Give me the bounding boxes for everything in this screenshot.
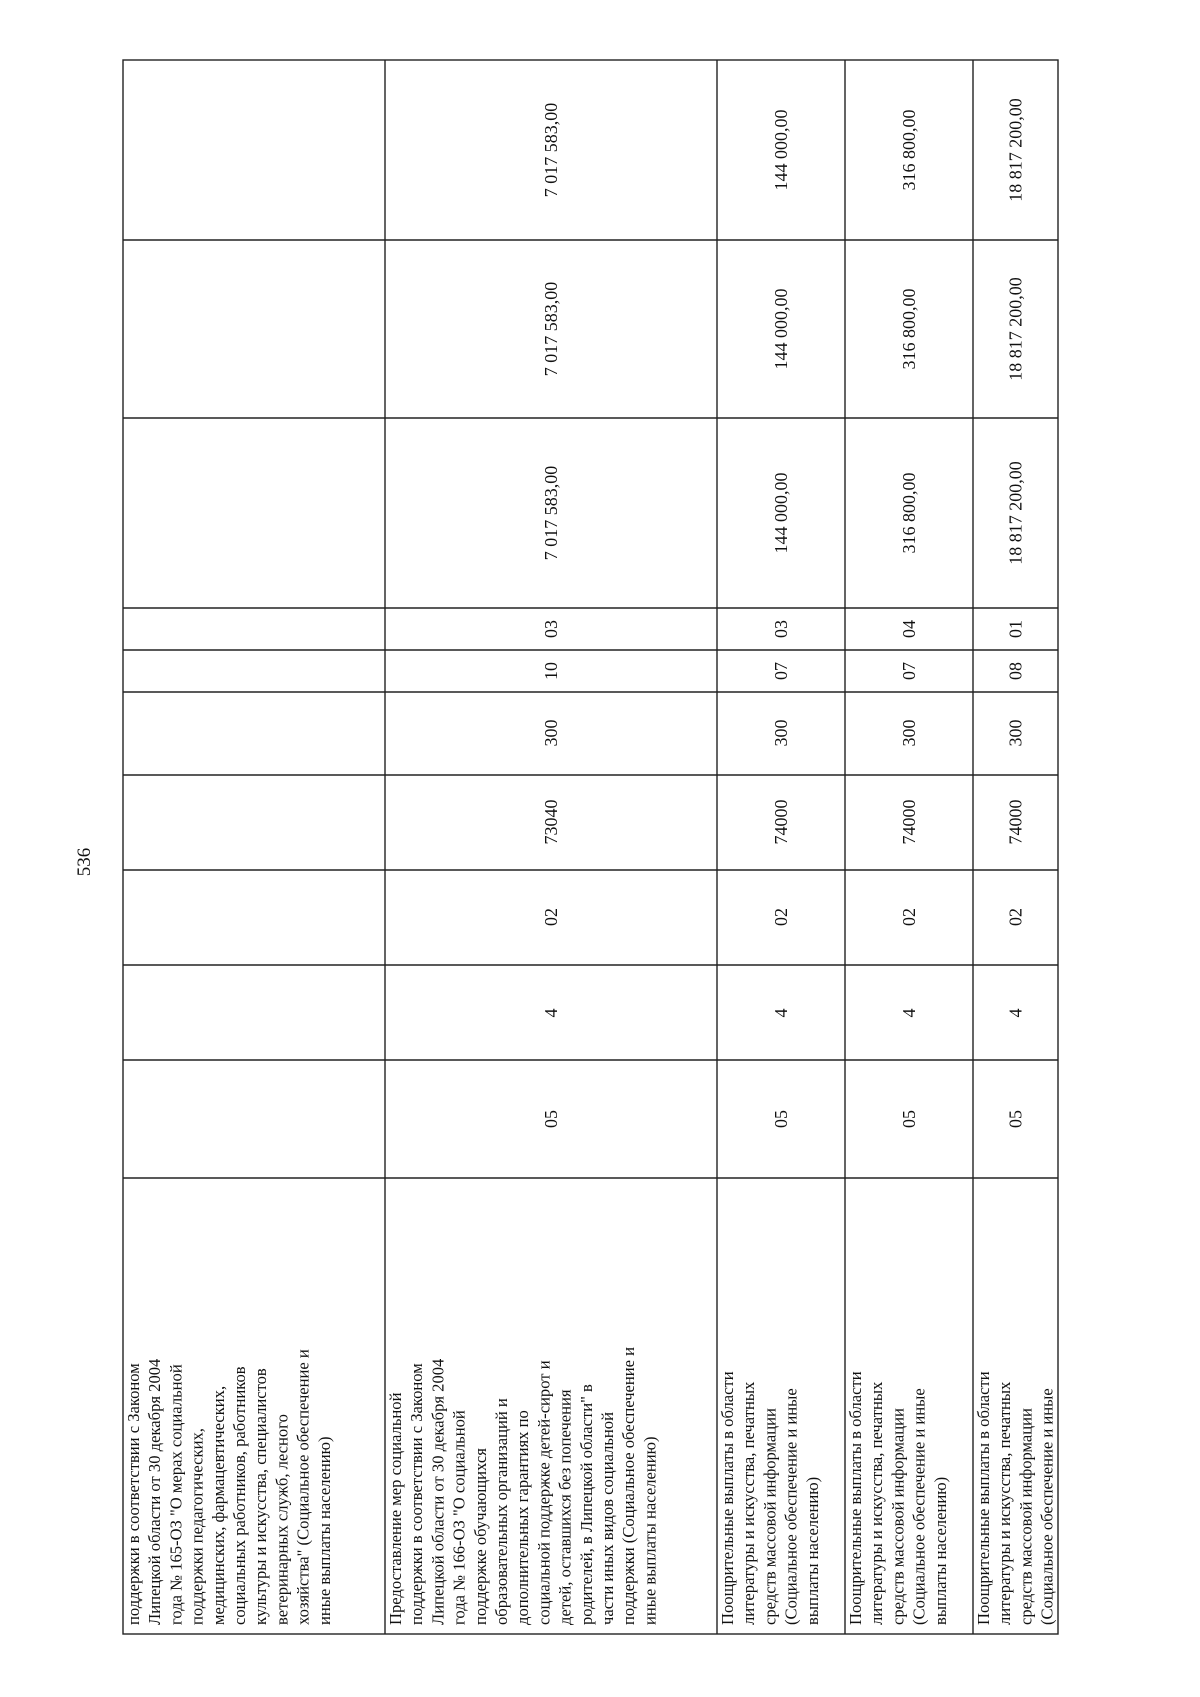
code-cell: 04 [899, 620, 919, 638]
code-cell: 05 [541, 1110, 561, 1128]
code-cell: 4 [1005, 1008, 1026, 1018]
row-description-line: поддержки в соответствии с Законом [124, 1363, 143, 1625]
row-description-line: Поощрительные выплаты в области [718, 1371, 737, 1625]
row-description-line: ветеринарных служб, лесного [272, 1414, 292, 1625]
code-cell: 05 [899, 1110, 919, 1128]
code-cell: 05 [1005, 1110, 1026, 1128]
amount-cell: 7 017 583,00 [541, 465, 561, 561]
row-description-line: поддержки (Социальное обеспечение и [619, 1346, 639, 1625]
amount-cell: 144 000,00 [771, 109, 791, 191]
code-cell: 03 [771, 620, 791, 638]
row-description-line: (Социальное обеспечение и иные [909, 1388, 929, 1625]
amount-cell: 316 800,00 [899, 472, 919, 554]
code-cell: 74000 [1005, 799, 1026, 845]
code-cell: 300 [771, 719, 791, 747]
row-description-line: средств массовой информации [1016, 1408, 1036, 1625]
row-description-line: средств массовой информации [888, 1408, 908, 1625]
code-cell: 300 [541, 719, 561, 747]
row-description-line: литературы и искусства, печатных [995, 1381, 1015, 1625]
amount-cell: 144 000,00 [771, 288, 791, 370]
row-description-line: Предоставление мер социальной [386, 1392, 405, 1625]
code-cell: 05 [771, 1110, 791, 1128]
row-description-line: литературы и искусства, печатных [867, 1381, 887, 1625]
code-cell: 02 [1005, 908, 1026, 926]
code-cell: 07 [771, 662, 791, 680]
budget-table-rows [124, 98, 1057, 1625]
row-description-line: выплаты населению) [802, 1476, 822, 1625]
row-description-line: Липецкой области от 30 декабря 2004 [428, 1358, 448, 1625]
row-description-line: части иных видов социальной [598, 1412, 617, 1625]
code-cell: 02 [541, 908, 561, 926]
amount-cell: 18 817 200,00 [1005, 461, 1026, 565]
row-description-line: года № 165-ОЗ "О мерах социальной [166, 1364, 186, 1625]
row-description-line: иные выплаты населению) [314, 1436, 334, 1625]
amount-cell: 18 817 200,00 [1005, 277, 1026, 381]
row-description-line: родителей, в Липецкой области" в [576, 1384, 596, 1625]
amount-cell: 7 017 583,00 [541, 281, 561, 377]
row-description-line: образовательных организаций и [492, 1398, 511, 1625]
amount-cell: 18 817 200,00 [1005, 98, 1026, 202]
row-description-line: года № 166-ОЗ "О социальной [449, 1410, 469, 1625]
code-cell: 4 [541, 1008, 561, 1018]
row-description-line: Липецкой области от 30 декабря 2004 [145, 1358, 165, 1625]
row-description-line: поддержке обучающихся [470, 1448, 490, 1625]
row-description-line: поддержки в соответствии с Законом [407, 1363, 427, 1625]
code-cell: 02 [771, 908, 791, 926]
amount-cell: 144 000,00 [771, 472, 791, 554]
code-cell: 01 [1005, 620, 1026, 638]
code-cell: 08 [1005, 662, 1026, 680]
code-cell: 10 [541, 662, 561, 680]
code-cell: 300 [899, 719, 919, 747]
code-cell: 74000 [899, 799, 919, 845]
page-number: 536 [74, 847, 95, 877]
row-description-line: социальной поддержке детей-сирот и [534, 1360, 554, 1625]
row-description-line: выплаты населению) [930, 1476, 950, 1625]
row-description-line: (Социальное обеспечение и иные [1037, 1388, 1057, 1625]
row-description-line: Поощрительные выплаты в области [974, 1371, 993, 1625]
row-description-line: литературы и искусства, печатных [739, 1381, 759, 1625]
row-description-line: культуры и искусства, специалистов [251, 1368, 271, 1625]
code-cell: 07 [899, 662, 919, 680]
amount-cell: 316 800,00 [899, 288, 919, 370]
row-description-line: детей, оставшихся без попечения [555, 1389, 575, 1625]
row-description-line: социальных работников, работников [230, 1366, 249, 1625]
row-description-line: Поощрительные выплаты в области [846, 1371, 865, 1625]
code-cell: 02 [899, 908, 919, 926]
code-cell: 4 [771, 1008, 791, 1018]
code-cell: 73040 [541, 799, 561, 845]
amount-cell: 316 800,00 [899, 109, 919, 191]
row-description-line: дополнительных гарантиях по [513, 1410, 533, 1625]
row-description-line: (Социальное обеспечение и иные [781, 1388, 801, 1625]
code-cell: 300 [1005, 719, 1026, 747]
row-description-line: средств массовой информации [760, 1408, 780, 1625]
code-cell: 03 [541, 620, 561, 638]
code-cell: 4 [899, 1008, 919, 1018]
amount-cell: 7 017 583,00 [541, 102, 561, 198]
row-description-line: иные выплаты населению) [640, 1436, 660, 1625]
row-description-line: хозяйства" (Социальное обеспечение и [293, 1349, 313, 1625]
code-cell: 74000 [771, 799, 791, 845]
row-description-line: поддержки педагогических, [187, 1428, 207, 1625]
row-description-line: медицинских, фармацевтических, [208, 1385, 228, 1625]
